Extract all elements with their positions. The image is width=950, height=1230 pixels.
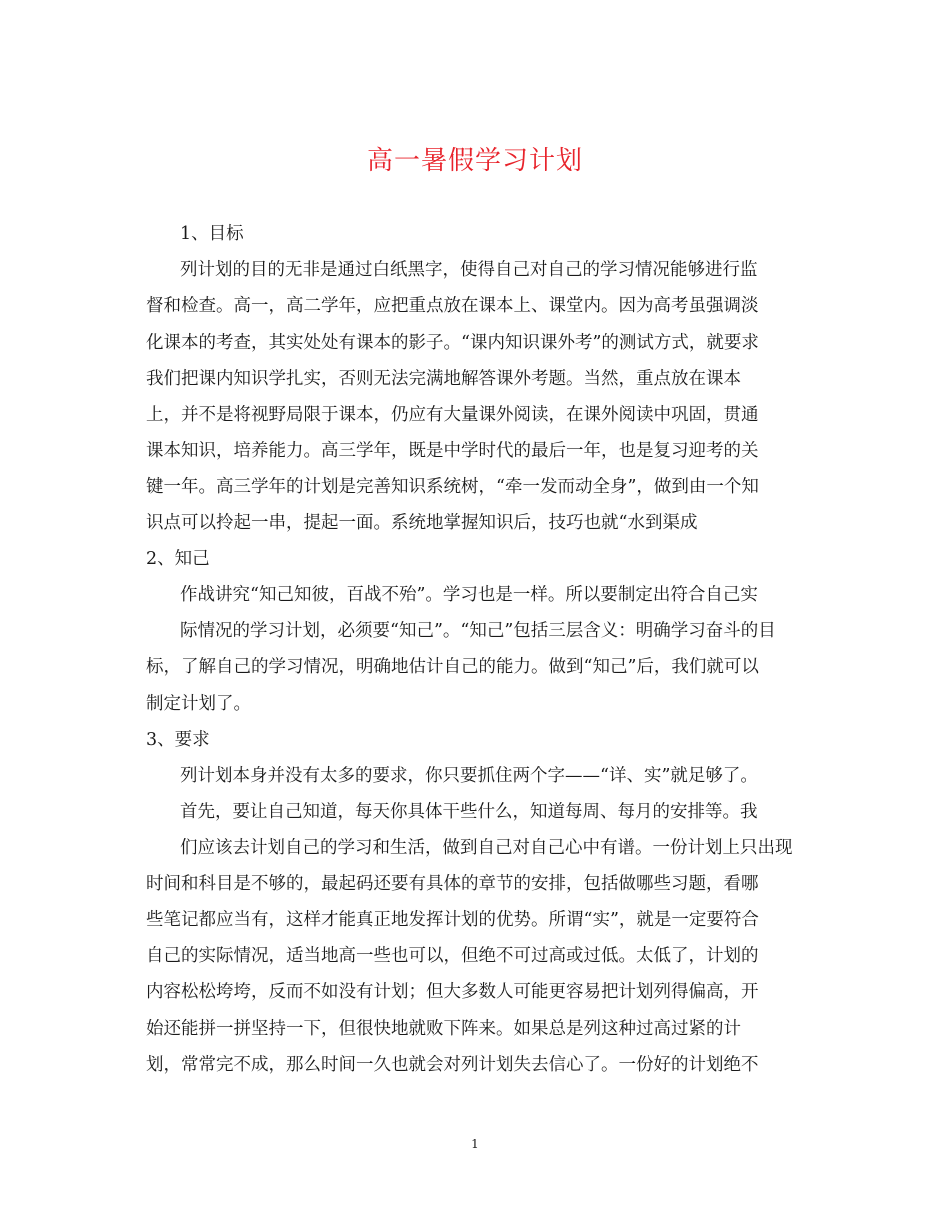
paragraph-line: 自己的实际情况，适当地高一些也可以，但绝不可过高或过低。太低了，计划的 [146,946,759,966]
paragraph-line: 时间和科目是不够的，最起码还要有具体的章节的安排，包括做哪些习题，看哪 [146,874,759,894]
paragraph-line: 键一年。高三学年的计划是完善知识系统树，“牵一发而动全身”，做到由一个知 [146,477,759,497]
paragraph-line: 课本知识，培养能力。高三学年，既是中学时代的最后一年，也是复习迎考的关 [146,441,759,461]
paragraph-line: 上，并不是将视野局限于课本，仍应有大量课外阅读，在课外阅读中巩固，贯通 [146,405,759,425]
page-number: 1 [471,1137,479,1151]
paragraph-line: 际情况的学习计划，必须要“知己”。“知己”包括三层含义：明确学习奋斗的目 [180,621,776,641]
paragraph-line: 划，常常完不成，那么时间一久也就会对列计划失去信心了。一份好的计划绝不 [146,1055,759,1075]
document-title: 高一暑假学习计划 [366,146,583,176]
paragraph-line: 我们把课内知识学扎实，否则无法完满地解答课外考题。当然，重点放在课本 [146,369,741,389]
paragraph-line: 首先，要让自己知道，每天你具体干些什么，知道每周、每月的安排等。我 [180,802,758,822]
section-heading-self-knowledge: 作战讲究“知己知彼，百战不殆”。学习也是一样。所以要制定出符合自己实 [180,585,758,605]
paragraph-line: 些笔记都应当有，这样才能真正地发挥计划的优势。所谓“实”，就是一定要符合 [146,910,759,930]
paragraph-line: 化课本的考查，其实处处有课本的影子。“课内知识课外考”的测试方式，就要求 [146,333,759,353]
paragraph-line: 2、知己 [146,549,210,569]
section-heading-requirements: 列计划本身并没有太多的要求，你只要抓住两个字——“详、实”就足够了。 [180,766,758,786]
paragraph-line: 督和检查。高一，高二学年，应把重点放在课本上、课堂内。因为高考虽强调淡 [146,296,759,316]
paragraph-line: 3、要求 [146,730,210,750]
paragraph-line: 标，了解自己的学习情况，明确地估计自己的能力。做到“知己”后，我们就可以 [146,657,759,677]
paragraph-line: 始还能拼一拼坚持一下，但很快地就败下阵来。如果总是列这种过高过紧的计 [146,1019,741,1039]
paragraph-line: 制定计划了。 [146,694,251,714]
section-heading-goal: 1、目标 [180,224,244,244]
paragraph-line: 内容松松垮垮，反而不如没有计划；但大多数人可能更容易把计划列得偏高，开 [146,982,759,1002]
paragraph-line: 识点可以拎起一串，提起一面。系统地掌握知识后，技巧也就“水到渠成 [146,513,698,533]
paragraph-line: 列计划的目的无非是通过白纸黑字，使得自己对自己的学习情况能够进行监 [180,260,758,280]
paragraph-line: 们应该去计划自己的学习和生活，做到自己对自己心中有谱。一份计划上只出现 [180,838,793,858]
